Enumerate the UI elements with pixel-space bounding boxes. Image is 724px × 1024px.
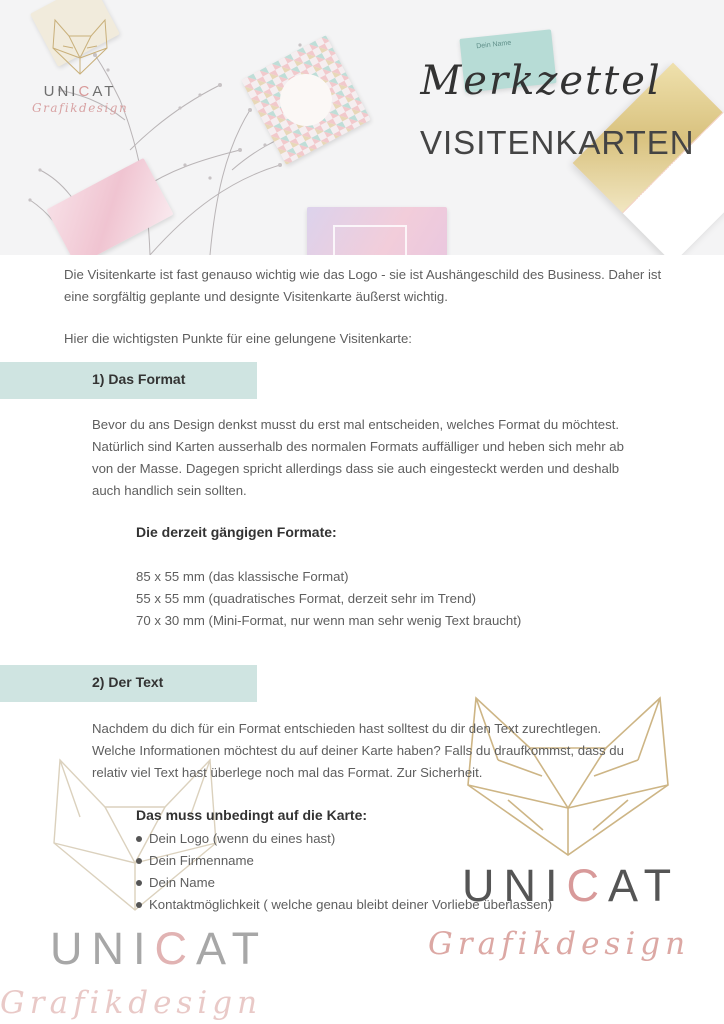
card-name-label: Dein Name	[475, 39, 512, 51]
watermark-wordmark: UNICAT	[50, 923, 269, 974]
formats-list	[136, 566, 521, 632]
section-heading-text: 2) Der Text	[92, 674, 164, 690]
intro-lead: Hier die wichtigsten Punkte für eine gelungene Visitenkarte:	[64, 331, 412, 346]
watermark-subtitle: Grafikdesign	[428, 926, 691, 962]
watermark-subtitle: Grafikdesign	[0, 985, 263, 1021]
page-title: VISITENKARTEN	[420, 124, 695, 161]
formats-subheading: Die derzeit gängigen Formate:	[136, 524, 337, 540]
must-have-subheading: Das muss unbedingt auf die Karte:	[136, 807, 368, 823]
title-script: Merkzettel	[420, 58, 662, 104]
format-item: 55 x 55 mm (quadratisches Format, derzeit sehr im Trend)	[136, 591, 477, 606]
format-item: 85 x 55 mm (das klassische Format)	[136, 569, 349, 584]
section-heading-band	[0, 362, 257, 399]
section-text-body: Nachdem du dich für ein Format entschieden hast solltest du dir den Text zurechtlegen. Welche Informationen möchtest du auf deiner Karte haben? Falls du draufkommst, dass du relativ viel Text hast überlege noch mal das Format. Zur Sicherheit.	[92, 721, 624, 780]
list-item: Dein Logo (wenn du eines hast)	[136, 828, 552, 850]
section-heading-format: 1) Das Format	[92, 371, 186, 387]
section-format-body: Bevor du ans Design denkst musst du erst mal entscheiden, welches Format du möchtest. Natürlich sind Karten ausserhalb des normalen Formats auffälliger und heben sich mehr ab von der Masse. Dagegen spricht allerdings dass sie auch eingesteckt werden und deshalb auch handlich sein sollten.	[92, 417, 624, 498]
cat-head-icon	[49, 18, 111, 76]
list-item: Dein Name	[136, 872, 552, 894]
business-card-watercolor	[307, 207, 447, 255]
watermark-wordmark: UNICAT	[462, 860, 681, 911]
list-item: Dein Firmenname	[136, 850, 552, 872]
format-item: 70 x 30 mm (Mini-Format, nur wenn man sehr wenig Text braucht)	[136, 613, 522, 628]
list-item: Kontaktmöglichkeit ( welche genau bleibt deiner Vorliebe überlassen)	[136, 894, 552, 916]
logo-wordmark: UNICAT	[43, 83, 117, 100]
unicat-logo	[32, 18, 128, 115]
intro-paragraph: Die Visitenkarte ist fast genauso wichtig wie das Logo - sie ist Aushängeschild des Business. Daher ist eine sorgfältig geplante und designte Visitenkarte äußerst wichtig.	[64, 267, 662, 304]
header-banner	[0, 0, 724, 255]
logo-subtitle: Grafikdesign	[32, 101, 129, 115]
section-heading-band	[0, 665, 257, 702]
must-have-list	[136, 828, 552, 916]
